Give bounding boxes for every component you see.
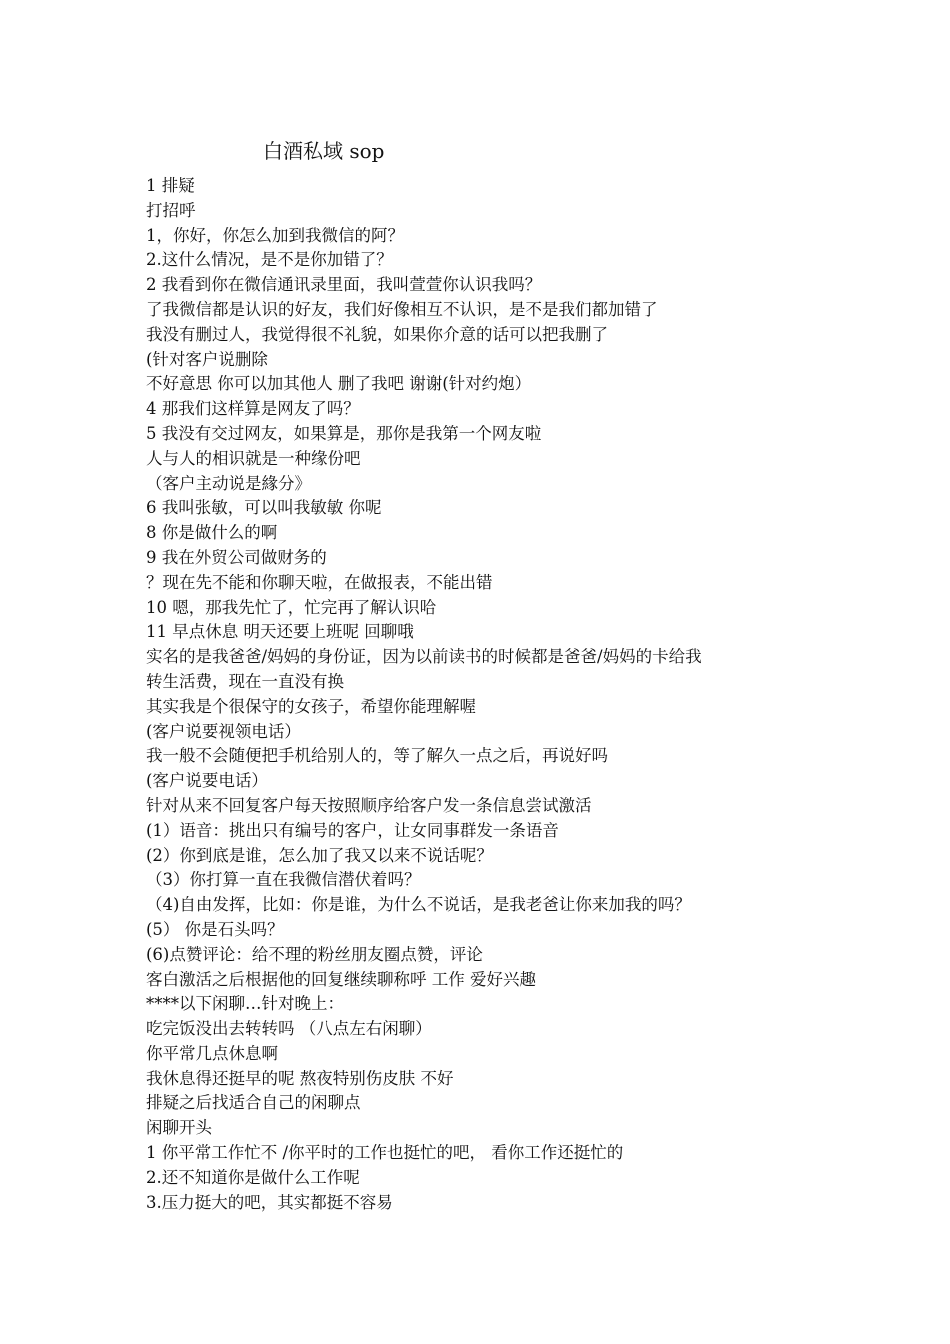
text-line: 打招呼 <box>146 200 196 220</box>
text-line: 了我微信都是认识的好友，我们好像相互不认识，是不是我们都加错了 <box>146 299 658 319</box>
text-line: 5 我没有交过网友，如果算是，那你是我第一个网友啦 <box>146 423 542 443</box>
text-line: 10 嗯，那我先忙了，忙完再了解认识哈 <box>146 597 437 617</box>
text-line: 6 我叫张敏，可以叫我敏敏 你呢 <box>146 498 382 518</box>
text-line: 2.这什么情况，是不是你加错了？ <box>146 250 393 270</box>
text-line: 客白激活之后根据他的回复继续聊称呼 工作 爱好兴趣 <box>146 969 536 989</box>
text-line: 2 我看到你在微信通讯录里面，我叫萱萱你认识我吗？ <box>146 275 542 295</box>
text-line: 转生活费，现在一直没有换 <box>146 671 344 691</box>
text-line: 1 你平常工作忙不 /你平时的工作也挺忙的吧， 看你工作还挺忙的 <box>146 1143 624 1163</box>
text-line: 1 排疑 <box>146 176 195 195</box>
text-line: (客户说要视领电话） <box>146 721 301 741</box>
text-line: 8 你是做什么的啊 <box>146 523 278 543</box>
text-line: 我休息得还挺早的呢 熬夜特别伤皮肤 不好 <box>146 1068 454 1088</box>
text-line: 针对从来不回复客户每天按照顺序给客户发一条信息尝试激活 <box>146 795 592 815</box>
document-body <box>146 174 846 1215</box>
text-line: (6)点赞评论：给不理的粉丝朋友圈点赞，评论 <box>146 944 483 964</box>
text-line: 不好意思 你可以加其他人 删了我吧 谢谢(针对约炮） <box>146 374 532 394</box>
text-line: 闲聊开头 <box>146 1118 212 1138</box>
text-line: 我一般不会随便把手机给别人的，等了解久一点之后，再说好吗 <box>146 746 608 766</box>
text-line: 11 早点休息 明天还要上班呢 回聊哦 <box>146 622 414 642</box>
text-line: 你平常几点休息啊 <box>146 1043 278 1063</box>
text-line: 4 那我们这样算是网友了吗？ <box>146 399 360 419</box>
text-line: （客户主动说是緣分》 <box>146 473 311 493</box>
text-line: （3）你打算一直在我微信潜伏着吗？ <box>146 870 421 890</box>
text-line: 吃完饭没出去转转吗 （八点左右闲聊） <box>146 1019 432 1039</box>
text-line: 2.还不知道你是做什么工作呢 <box>146 1167 360 1187</box>
text-line: 其实我是个很保守的女孩子，希望你能理解喔 <box>146 696 476 716</box>
text-line: （4)自由发挥，比如：你是谁，为什么不说话，是我老爸让你来加我的吗？ <box>146 895 691 915</box>
text-line: (2）你到底是谁，怎么加了我又以来不说话呢？ <box>146 845 493 865</box>
text-line: (针对客户说删除 <box>146 349 268 369</box>
text-line: (5） 你是石头吗？ <box>146 919 284 939</box>
text-line: ****以下闲聊…针对晚上： <box>146 994 344 1014</box>
document-title: 白酒私域 sop <box>263 139 385 163</box>
text-line: (客户说要电话） <box>146 771 268 791</box>
text-line: 3.压力挺大的吧，其实都挺不容易 <box>146 1192 393 1212</box>
text-line: ？现在先不能和你聊天啦，在做报表，不能出错 <box>146 572 493 592</box>
text-line: 人与人的相识就是一种缘份吧 <box>146 448 361 468</box>
text-line: 实名的是我爸爸/妈妈的身份证，因为以前读书的时候都是爸爸/妈妈的卡给我 <box>146 647 702 667</box>
text-line: 我没有删过人，我觉得很不礼貌，如果你介意的话可以把我删了 <box>146 324 608 344</box>
text-line: 1，你好，你怎么加到我微信的阿？ <box>146 225 404 245</box>
text-line: 9 我在外贸公司做财务的 <box>146 547 327 567</box>
text-line: (1）语音：挑出只有编号的客户，让女同事群发一条语音 <box>146 820 559 840</box>
text-line: 排疑之后找适合自己的闲聊点 <box>146 1093 361 1113</box>
